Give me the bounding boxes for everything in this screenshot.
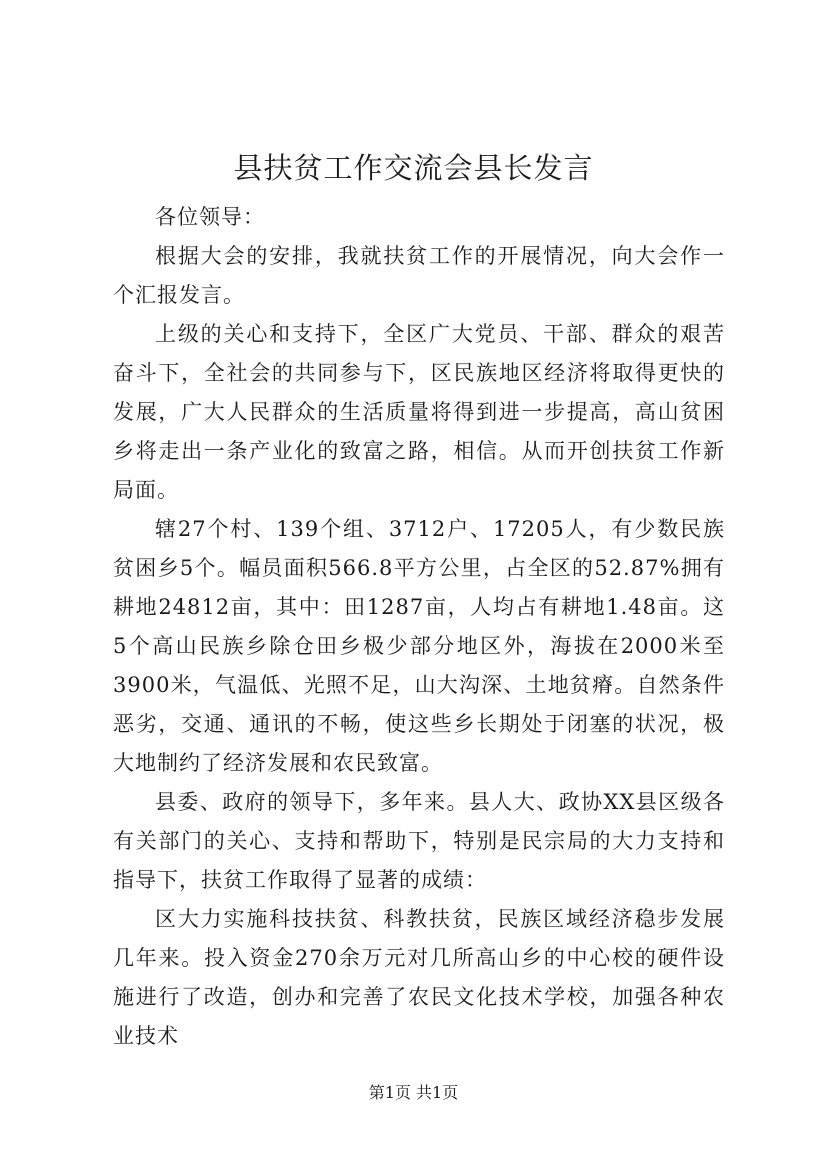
document-body [113,198,725,1056]
salutation: 各位领导： [155,205,265,229]
paragraph-4: 县委、政府的领导下，多年来。县人大、政协XX县区级各有关部门的关心、支持和帮助下，特别是民宗局的大力支持和指导下，扶贫工作取得了显著的成绩： [113,790,725,892]
paragraph-1: 根据大会的安排，我就扶贫工作的开展情况，向大会作一个汇报发言。 [113,244,725,307]
page-number-footer: 第1页 共1页 [368,1083,459,1102]
document-title: 县扶贫工作交流会县长发言 [233,151,594,185]
paragraph-5: 区大力实施科技扶贫、科教扶贫，民族区域经济稳步发展几年来。投入资金270余万元对几所高山乡的中心校的硬件设施进行了改造，创办和完善了农民文化技术学校，加强各种农业技术 [113,907,725,1048]
paragraph-3: 辖27个村、139个组、3712户、17205人，有少数民族贫困乡5个。幅员面积566.8平方公里，占全区的52.87%拥有耕地24812亩，其中：田1287亩，人均占有耕地1.48亩。这5个高山民族乡除仓田乡极少部分地区外，海拔在2000米至3900米，气温低、光照不足，山大沟深、土地贫瘠。自然条件恶劣，交通、通讯的不畅，使这些乡长期处于闭塞的状况，极大地制约了经济发展和农民致富。 [113,517,725,775]
paragraph-2: 上级的关心和支持下，全区广大党员、干部、群众的艰苦奋斗下，全社会的共同参与下，区民族地区经济将取得更快的发展，广大人民群众的生活质量将得到进一步提高，高山贫困乡将走出一条产业化的致富之路，相信。从而开创扶贫工作新局面。 [113,322,725,502]
